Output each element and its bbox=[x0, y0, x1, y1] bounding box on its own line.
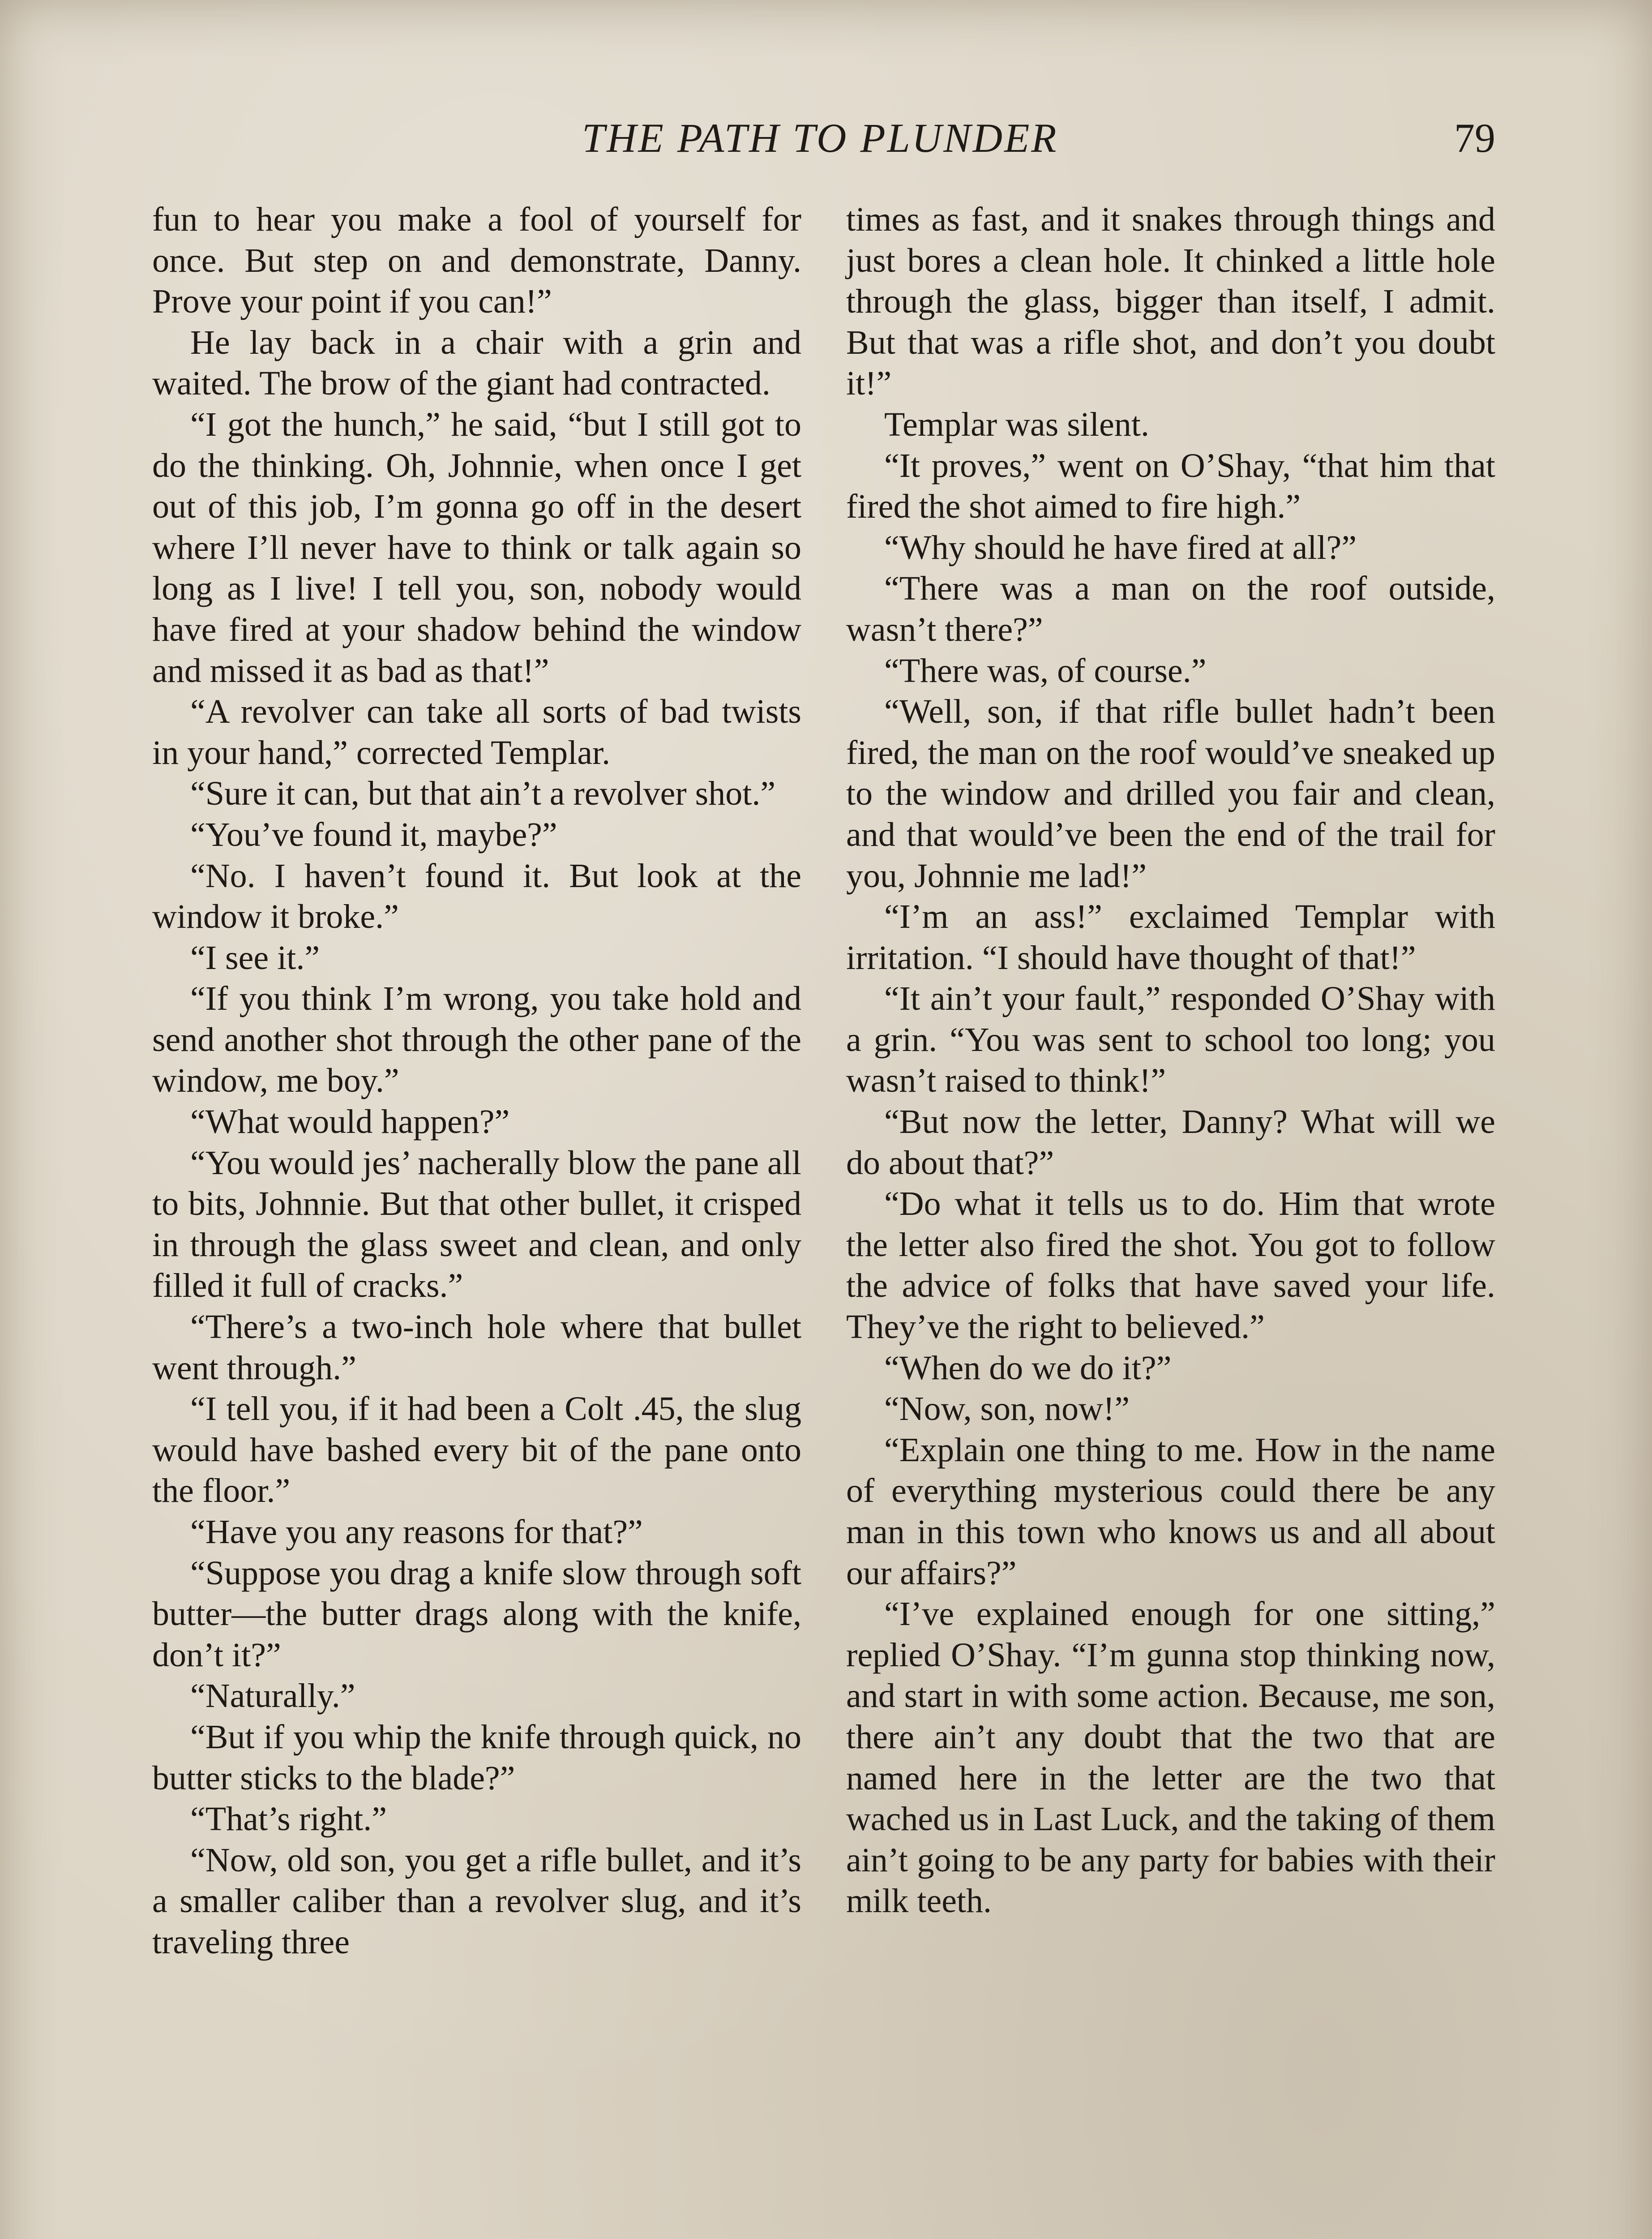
paragraph: “When do we do it?” bbox=[884, 1349, 1172, 1387]
paragraph: “No. I haven’t found it. But look at the window it broke.” bbox=[152, 857, 801, 936]
paragraph: “I tell you, if it had been a Colt .45, the slug would have bashed every bit of the pane onto the floor.” bbox=[152, 1390, 801, 1510]
paragraph: “You would jes’ nacherally blow the pane all to bits, Johnnie. But that other bullet, it crisped in through the glass sweet and clean, and only filled it full of cracks.” bbox=[152, 1144, 801, 1305]
paragraph: “Why should he have fired at all?” bbox=[884, 528, 1357, 566]
paragraph: “Suppose you drag a knife slow through soft butter—the butter drags along with the knife, don’t it?” bbox=[152, 1554, 801, 1674]
paragraph: fun to hear you make a fool of yourself for once. But step on and demonstrate, Danny. Prove your point if you can!” bbox=[152, 201, 801, 321]
page-header bbox=[152, 114, 1495, 177]
paragraph: He lay back in a chair with a grin and waited. The brow of the giant had contracted. bbox=[152, 323, 801, 403]
paragraph: “That’s right.” bbox=[190, 1800, 387, 1838]
paragraph: times as fast, and it snakes through things and just bores a clean hole. It chinked a little hole through the glass, bigger than itself, I admit. But that was a rifle shot, and don’t you doubt it!” bbox=[846, 201, 1495, 403]
paragraph: “Have you any reasons for that?” bbox=[190, 1513, 643, 1551]
paragraph: “Naturally.” bbox=[190, 1677, 355, 1715]
paragraph: “There was, of course.” bbox=[884, 652, 1207, 690]
paragraph: “Well, son, if that rifle bullet hadn’t been fired, the man on the roof would’ve sneaked up to the window and drilled you fair and clean, and that would’ve been the end of the trail for you, Johnnie me lad!” bbox=[846, 693, 1495, 895]
paragraph: Templar was silent. bbox=[884, 405, 1149, 443]
paragraph: “Now, old son, you get a rifle bullet, and it’s a smaller caliber than a revolver slug, and it’s traveling three bbox=[152, 1841, 801, 1961]
paragraph: “Do what it tells us to do. Him that wrote the letter also fired the shot. You got to follow the advice of folks that have saved your life. They’ve the right to believed.” bbox=[846, 1185, 1495, 1346]
paragraph: “Now, son, now!” bbox=[884, 1390, 1130, 1428]
paragraph: “Explain one thing to me. How in the name of everything mysterious could there be any man in this town who knows us and all about our affairs?” bbox=[846, 1431, 1495, 1592]
paragraph: “I see it.” bbox=[190, 939, 320, 977]
paragraph: “If you think I’m wrong, you take hold and send another shot through the other pane of the window, me boy.” bbox=[152, 980, 801, 1100]
paragraph: “It ain’t your fault,” responded O’Shay with a grin. “You was sent to school too long; you wasn’t raised to think!” bbox=[846, 980, 1495, 1100]
paragraph: “But now the letter, Danny? What will we do about that?” bbox=[846, 1103, 1495, 1182]
paragraph: “What would happen?” bbox=[190, 1103, 510, 1141]
paragraph: “A revolver can take all sorts of bad twists in your hand,” corrected Templar. bbox=[152, 693, 801, 772]
paragraph: “There’s a two-inch hole where that bullet went through.” bbox=[152, 1308, 801, 1387]
left-column bbox=[152, 199, 801, 1963]
paragraph: “Sure it can, but that ain’t a revolver shot.” bbox=[190, 775, 776, 813]
running-title: THE PATH TO PLUNDER bbox=[582, 115, 1058, 161]
paragraph: “You’ve found it, maybe?” bbox=[190, 815, 557, 854]
right-column bbox=[846, 199, 1495, 1922]
paragraph: “There was a man on the roof outside, wasn’t there?” bbox=[846, 570, 1495, 648]
paragraph: “But if you whip the knife through quick, no butter sticks to the blade?” bbox=[152, 1718, 801, 1797]
paragraph: “It proves,” went on O’Shay, “that him that fired the shot aimed to fire high.” bbox=[846, 446, 1495, 526]
paragraph: “I got the hunch,” he said, “but I still got to do the thinking. Oh, Johnnie, when once I get out of this job, I’m gonna go off in the desert where I’ll never have to think or talk again so long as I live! I tell you, son, nobody would have fired at your shadow behind the window and missed it as bad as that!” bbox=[152, 405, 801, 690]
page-number: 79 bbox=[1454, 115, 1495, 161]
paragraph: “I’m an ass!” exclaimed Templar with irritation. “I should have thought of that!” bbox=[846, 898, 1495, 977]
paragraph: “I’ve explained enough for one sitting,” replied O’Shay. “I’m gunna stop thinking now, and start in with some action. Because, me son, there ain’t any doubt that the two that are named here in the letter are the two that wached us in Last Luck, and the taking of them ain’t going to be any party for babies with their milk teeth. bbox=[846, 1595, 1495, 1920]
